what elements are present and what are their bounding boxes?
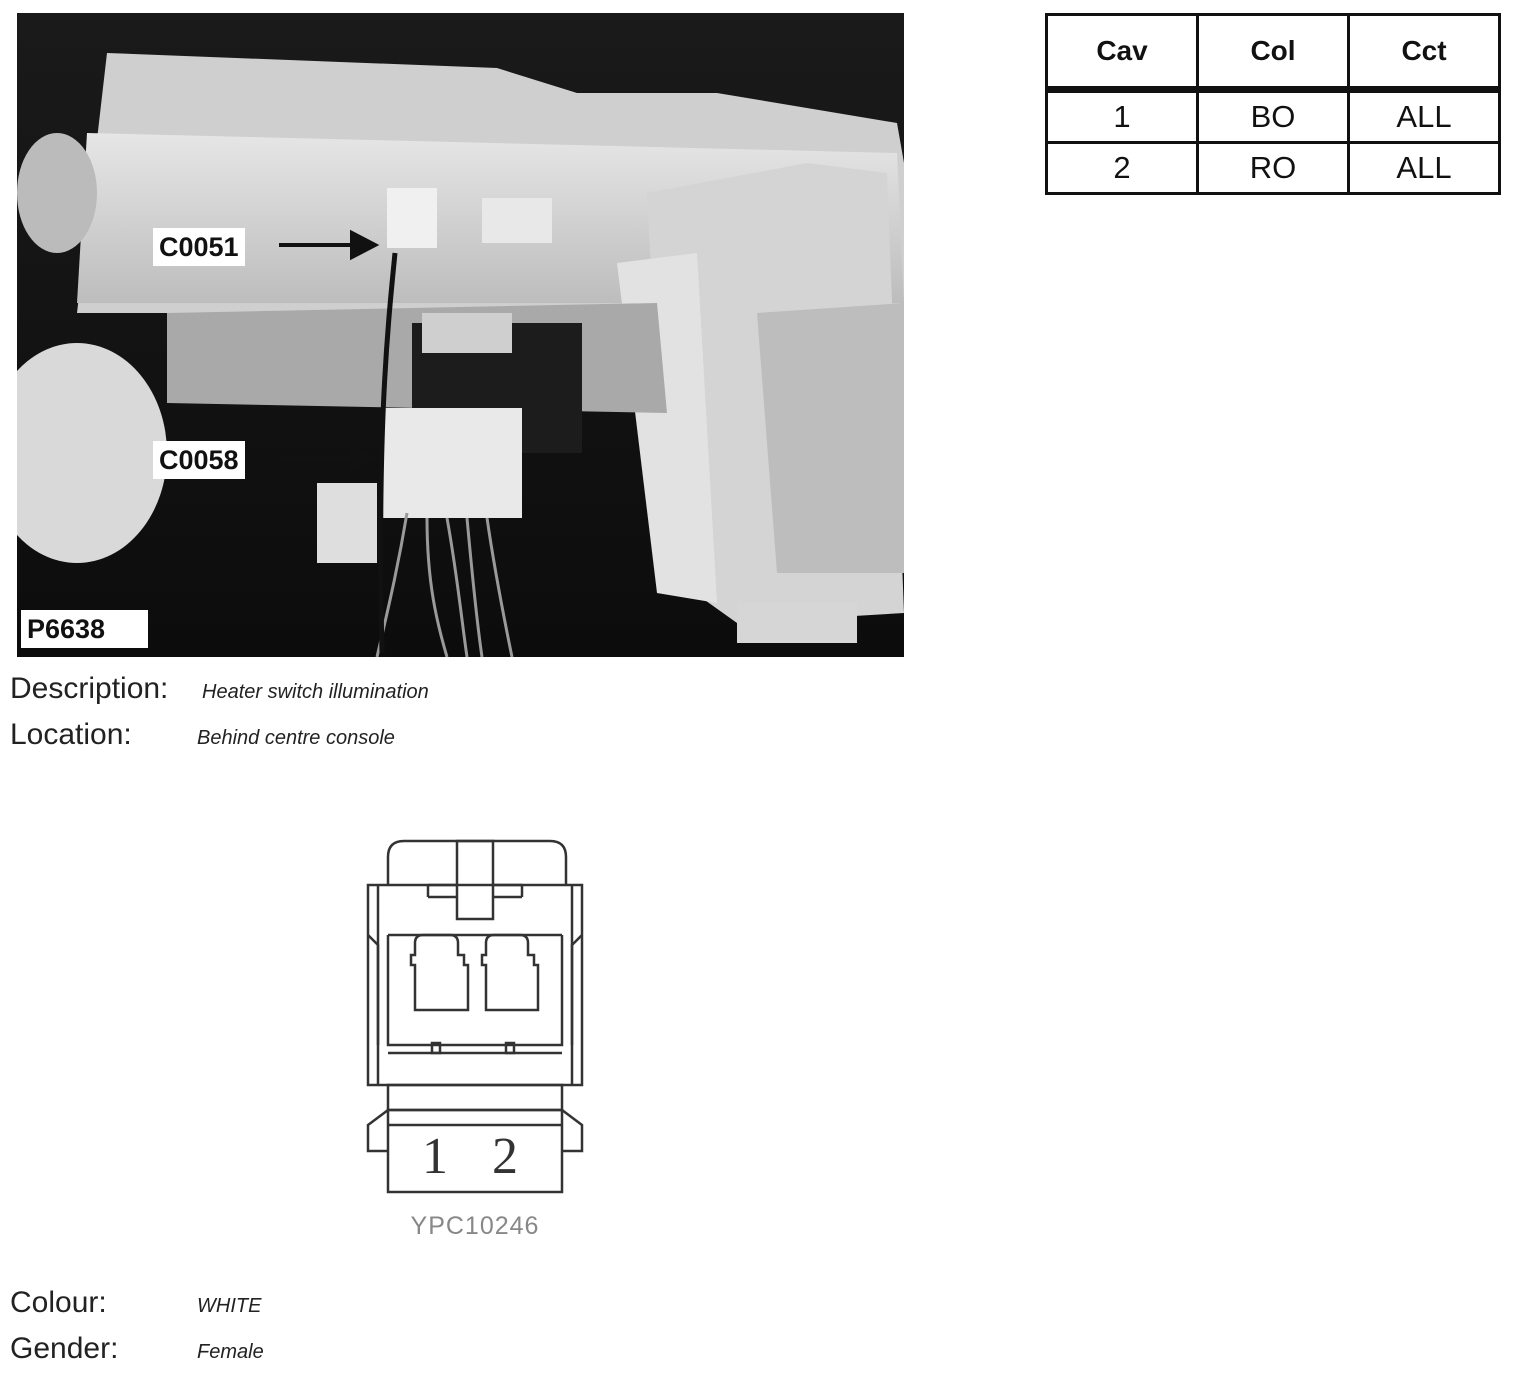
colour-label: Colour:	[10, 1286, 107, 1319]
photo-illustration	[17, 13, 904, 657]
pin-label-1: 1	[422, 1128, 448, 1185]
cell-col: BO	[1198, 90, 1349, 143]
cell-cav: 2	[1047, 143, 1198, 194]
callout-c0058: C0058	[153, 441, 245, 479]
header-col: Col	[1198, 15, 1349, 90]
colour-row	[10, 1286, 261, 1320]
description-label: Description:	[10, 672, 169, 705]
table-row	[1047, 143, 1500, 194]
header-cct: Cct	[1349, 15, 1500, 90]
description-row	[10, 672, 429, 706]
location-row	[10, 718, 395, 752]
connector-outline	[360, 835, 590, 1205]
table-row	[1047, 90, 1500, 143]
gender-label: Gender:	[10, 1332, 119, 1365]
header-cav: Cav	[1047, 15, 1198, 90]
connector-location-photo	[17, 13, 904, 657]
pin-label-2: 2	[492, 1128, 518, 1185]
cell-cct: ALL	[1349, 90, 1500, 143]
pin-table	[1045, 13, 1501, 195]
location-value: Behind centre console	[197, 727, 395, 749]
gender-value: Female	[197, 1341, 264, 1363]
cell-cav: 1	[1047, 90, 1198, 143]
connector-face-diagram	[360, 835, 590, 1205]
description-value: Heater switch illumination	[202, 681, 429, 703]
colour-value: WHITE	[197, 1295, 262, 1317]
location-label: Location:	[10, 718, 132, 751]
cell-cct: ALL	[1349, 143, 1500, 194]
gender-row	[10, 1332, 264, 1366]
connector-part-number: YPC10246	[410, 1212, 540, 1240]
table-header-row	[1047, 15, 1500, 90]
callout-c0051: C0051	[153, 228, 245, 266]
photo-reference: P6638	[21, 610, 148, 648]
cell-col: RO	[1198, 143, 1349, 194]
